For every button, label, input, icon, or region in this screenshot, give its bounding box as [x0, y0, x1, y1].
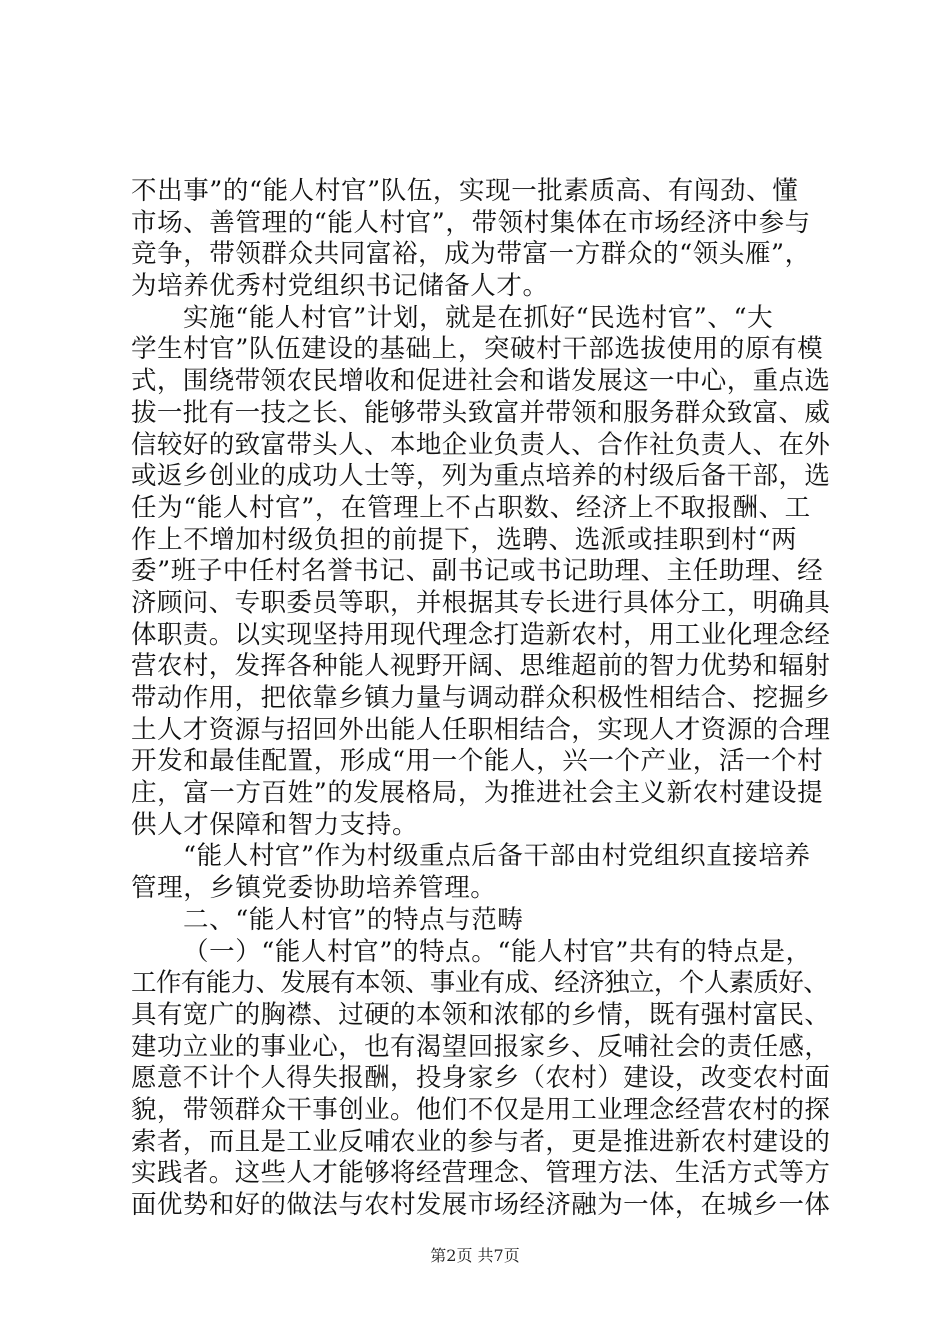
text-line: 貌，带领群众干事创业。他们不仅是用工业理念经营农村的探 — [131, 1094, 831, 1125]
text-line: 建功立业的事业心，也有渴望回报家乡、反哺社会的责任感， — [131, 1031, 831, 1062]
text-line: 愿意不计个人得失报酬，投身家乡（农村）建设，改变农村面 — [131, 1063, 831, 1094]
text-line: 实施“能人村官”计划，就是在抓好“民选村官”、“大 — [183, 302, 774, 333]
text-line: 不出事”的“能人村官”队伍，实现一批素质高、有闯劲、懂 — [131, 176, 799, 206]
text-line: 拔一批有一技之长、能够带头致富并带领和服务群众致富、威 — [131, 397, 831, 428]
text-line: 竞争，带领群众共同富裕，成为带富一方群众的“领头雁”， — [131, 239, 811, 270]
text-line: 任为“能人村官”，在管理上不占职数、经济上不取报酬、工 — [131, 492, 811, 523]
text-line: 作上不增加村级负担的前提下，选聘、选派或挂职到村“两 — [131, 524, 798, 555]
text-line: 营农村，发挥各种能人视野开阔、思维超前的智力优势和辐射 — [131, 651, 831, 682]
text-line: 实践者。这些人才能够将经营理念、管理方法、生活方式等方 — [131, 1158, 831, 1189]
text-line: 学生村官”队伍建设的基础上，突破村干部选拔使用的原有模 — [131, 334, 824, 365]
text-line: 供人才保障和智力支持。 — [131, 809, 419, 840]
text-line: 为培养优秀村党组织书记储备人才。 — [131, 271, 549, 302]
text-line: 二、“能人村官”的特点与范畴 — [183, 904, 524, 935]
text-line: 土人才资源与招回外出能人任职相结合，实现人才资源的合理 — [131, 714, 831, 745]
text-line: 济顾问、专职委员等职，并根据其专长进行具体分工，明确具 — [131, 587, 831, 618]
text-line: 体职责。以实现坚持用现代理念打造新农村，用工业化理念经 — [131, 619, 831, 650]
text-line: 面优势和好的做法与农村发展市场经济融为一体，在城乡一体 — [131, 1190, 831, 1220]
text-line: （一）“能人村官”的特点。“能人村官”共有的特点是， — [183, 936, 812, 967]
body-text — [131, 176, 831, 1222]
text-line: “能人村官”作为村级重点后备干部由村党组织直接培养 — [183, 841, 811, 872]
page-number-footer: 第2页 共7页 — [430, 1246, 520, 1265]
text-line: 具有宽广的胸襟、过硬的本领和浓郁的乡情，既有强村富民、 — [131, 999, 831, 1030]
text-line: 委”班子中任村名誉书记、副书记或书记助理、主任助理、经 — [131, 556, 824, 587]
text-line: 索者，而且是工业反哺农业的参与者，更是推进新农村建设的 — [131, 1126, 831, 1157]
text-line: 市场、善管理的“能人村官”，带领村集体在市场经济中参与 — [131, 207, 811, 238]
text-line: 开发和最佳配置，形成“用一个能人，兴一个产业，活一个村 — [131, 746, 824, 777]
text-line: 信较好的致富带头人、本地企业负责人、合作社负责人、在外 — [131, 429, 831, 460]
text-line: 或返乡创业的成功人士等，列为重点培养的村级后备干部，选 — [131, 461, 831, 492]
text-line: 管理，乡镇党委协助培养管理。 — [131, 873, 497, 904]
text-line: 式，围绕带领农民增收和促进社会和谐发展这一中心，重点选 — [131, 366, 831, 397]
text-line: 庄，富一方百姓”的发展格局，为推进社会主义新农村建设提 — [131, 778, 824, 809]
text-line: 带动作用，把依靠乡镇力量与调动群众积极性相结合、挖掘乡 — [131, 683, 831, 713]
text-line: 工作有能力、发展有本领、事业有成、经济独立，个人素质好、 — [131, 968, 829, 999]
